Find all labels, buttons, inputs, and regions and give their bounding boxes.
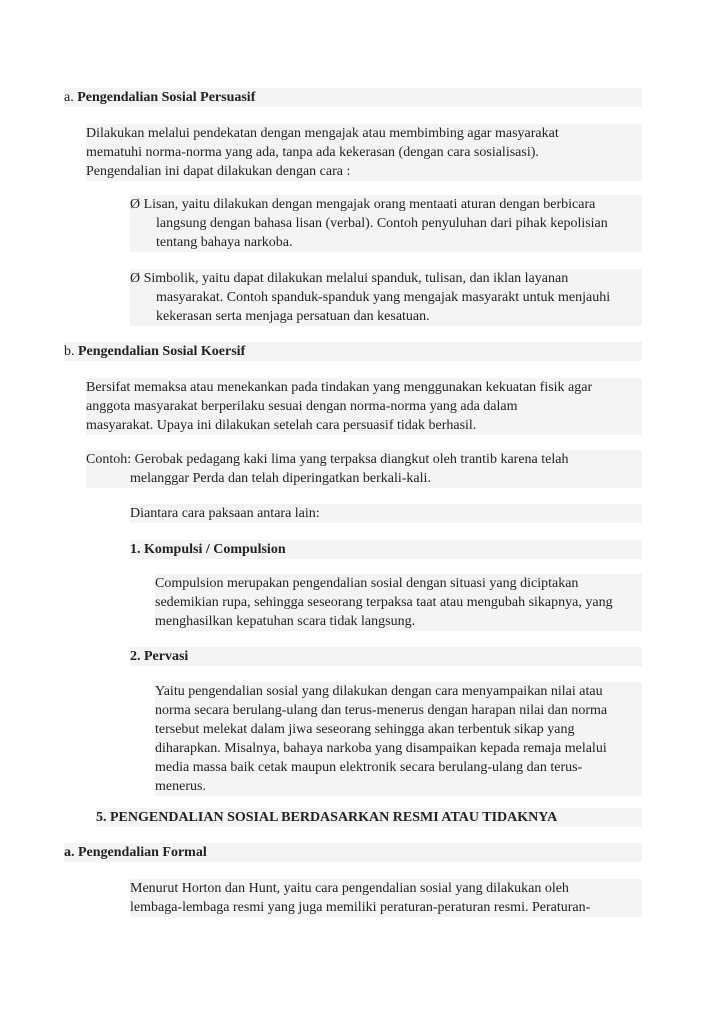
bullet-lisan	[130, 195, 642, 252]
paragraph-line: menghasilkan kepatuhan scara tidak langsung.	[155, 614, 416, 629]
heading-formal: a. Pengendalian Formal	[64, 843, 642, 862]
paragraph-line: Bersifat memaksa atau menekankan pada tindakan yang menggunakan kekuatan fisik agar	[86, 380, 593, 395]
paragraph-line: Pengendalian ini dapat dilakukan dengan cara :	[86, 164, 351, 179]
subheading-kompulsi: 1. Kompulsi / Compulsion	[130, 540, 642, 559]
heading-koersif	[64, 342, 642, 361]
heading-persuasif	[64, 88, 642, 107]
paragraph-line: anggota masyarakat berperilaku sesuai dengan norma-norma yang ada dalam	[86, 399, 518, 414]
paragraph-line: menerus.	[155, 779, 206, 794]
heading-prefix: a.	[64, 90, 78, 105]
paragraph-line: lembaga-lembaga resmi yang juga memiliki peraturan-peraturan resmi. Peraturan-	[130, 900, 591, 915]
formal-paragraph	[130, 879, 642, 917]
bullet-line: Ø Lisan, yaitu dilakukan dengan mengajak orang mentaati aturan dengan berbicara	[130, 197, 596, 212]
paragraph-line: sedemikian rupa, sehingga seseorang terpaksa taat atau mengubah sikapnya, yang	[155, 595, 613, 610]
paragraph-line: mematuhi norma-norma yang ada, tanpa ada kekerasan (dengan cara sosialisasi).	[86, 145, 539, 160]
paragraph-line: Compulsion merupakan pengendalian sosial dengan situasi yang diciptakan	[155, 576, 579, 591]
paragraph-line: Menurut Horton dan Hunt, yaitu cara pengendalian sosial yang dilakukan oleh	[130, 881, 569, 896]
paragraph-line: diharapkan. Misalnya, bahaya narkoba yang disampaikan kepada remaja melalui	[155, 741, 607, 756]
bullet-simbolik	[130, 269, 642, 326]
subheading-pervasi: 2. Pervasi	[130, 647, 642, 666]
contoh-paragraph	[86, 450, 642, 488]
heading-prefix: b.	[64, 344, 78, 359]
paragraph-line: Dilakukan melalui pendekatan dengan mengajak atau membimbing agar masyarakat	[86, 126, 559, 141]
heading-title: Pengendalian Sosial Koersif	[78, 344, 246, 359]
kompulsi-paragraph	[155, 574, 642, 631]
bullet-line: masyarakat. Contoh spanduk-spanduk yang mengajak masyarakt untuk menjauhi	[156, 290, 611, 305]
bullet-line: langsung dengan bahasa lisan (verbal). Contoh penyuluhan dari pihak kepolisian	[156, 216, 608, 231]
paragraph-line: Yaitu pengendalian sosial yang dilakukan dengan cara menyampaikan nilai atau	[155, 684, 603, 699]
bullet-line: tentang bahaya narkoba.	[156, 235, 293, 250]
paragraph-line: melanggar Perda dan telah diperingatkan berkali-kali.	[130, 471, 431, 486]
paragraph-line: norma secara berulang-ulang dan terus-menerus dengan harapan nilai dan norma	[155, 703, 608, 718]
diantara-text: Diantara cara paksaan antara lain:	[130, 504, 642, 523]
koersif-paragraph	[86, 378, 642, 435]
bullet-line: Ø Simbolik, yaitu dapat dilakukan melalui spanduk, tulisan, dan iklan layanan	[130, 271, 569, 286]
bullet-line: kekerasan serta menjaga persatuan dan kesatuan.	[156, 309, 430, 324]
paragraph-line: masyarakat. Upaya ini dilakukan setelah cara persuasif tidak berhasil.	[86, 418, 477, 433]
heading-title: Pengendalian Sosial Persuasif	[77, 90, 256, 105]
persuasif-paragraph	[86, 124, 642, 181]
section-5-heading: 5. PENGENDALIAN SOSIAL BERDASARKAN RESMI ATAU TIDAKNYA	[96, 808, 642, 827]
paragraph-line: tersebut melekat dalam jiwa seseorang sehingga akan terbentuk sikap yang	[155, 722, 575, 737]
paragraph-line: Contoh: Gerobak pedagang kaki lima yang terpaksa diangkut oleh trantib karena telah	[86, 452, 569, 467]
pervasi-paragraph	[155, 682, 642, 796]
paragraph-line: media massa baik cetak maupun elektronik secara berulang-ulang dan terus-	[155, 760, 583, 775]
